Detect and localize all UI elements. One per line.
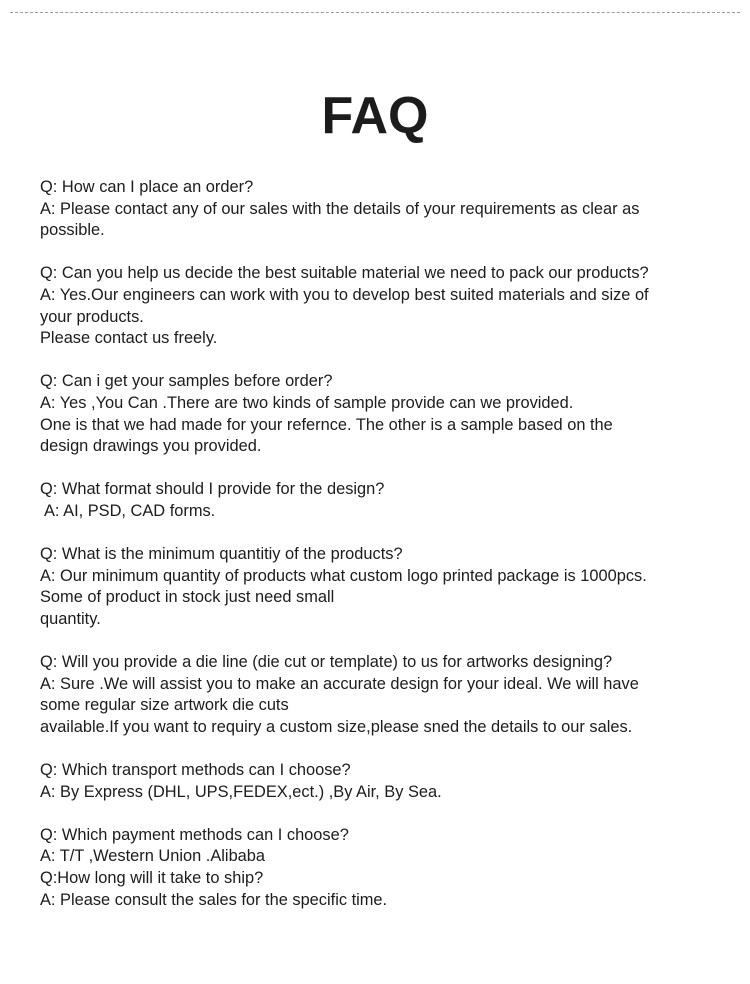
faq-question: Q: Will you provide a die line (die cut or template) to us for artworks designing?: [40, 653, 613, 672]
faq-answer-line: quantity.: [40, 609, 101, 628]
faq-question: Q: Can i get your samples before order?: [40, 372, 333, 391]
faq-answer-line: your products.: [40, 307, 144, 326]
faq-question: Q: What format should I provide for the design?: [40, 480, 385, 499]
faq-question: Q: Can you help us decide the best suitable material we need to pack our products?: [40, 264, 649, 283]
faq-question: Q: Which transport methods can I choose?: [40, 761, 351, 780]
faq-answer-line: design drawings you provided.: [40, 437, 262, 456]
faq-item-samples: [40, 371, 730, 457]
faq-answer-line: Some of product in stock just need small: [40, 588, 335, 607]
faq-answer-line: some regular size artwork die cuts: [40, 696, 289, 715]
faq-answer-line: A: AI, PSD, CAD forms.: [44, 501, 216, 520]
faq-answer-line: A: By Express (DHL, UPS,FEDEX,ect.) ,By Air, By Sea.: [40, 782, 442, 801]
faq-answer-line: One is that we had made for your refernce. The other is a sample based on the: [40, 415, 613, 434]
faq-item-payment-shipping: [40, 825, 730, 911]
faq-item-design-format: [40, 479, 730, 522]
faq-question: Q: Which payment methods can I choose?: [40, 825, 349, 844]
faq-answer-line: A: Our minimum quantity of products what custom logo printed package is 1000pcs.: [40, 566, 647, 585]
page-title: FAQ: [321, 87, 429, 145]
faq-answer-line: available.If you want to requiry a custom size,please sned the details to our sales.: [40, 717, 633, 736]
faq-answer-line: Please contact us freely.: [40, 329, 218, 348]
faq-question: Q:How long will it take to ship?: [40, 869, 264, 887]
faq-item-place-order: [40, 177, 730, 242]
faq-answer-line: possible.: [40, 221, 105, 240]
dashed-top-border: [10, 12, 740, 13]
faq-item-minimum-quantity: [40, 544, 730, 630]
faq-answer-line: A: Please consult the sales for the specific time.: [40, 890, 388, 909]
faq-answer-line: A: T/T ,Western Union .Alibaba: [40, 847, 266, 866]
faq-list: [40, 177, 730, 933]
faq-answer-line: A: Yes.Our engineers can work with you to develop best suited materials and size of: [40, 285, 649, 304]
faq-answer-line: A: Yes ,You Can .There are two kinds of sample provide can we provided.: [40, 393, 574, 412]
faq-answer-line: A: Please contact any of our sales with the details of your requirements as clear as: [40, 199, 640, 218]
faq-answer-line: A: Sure .We will assist you to make an accurate design for your ideal. We will have: [40, 674, 639, 693]
faq-item-die-line: [40, 652, 730, 738]
faq-item-transport: [40, 760, 730, 803]
faq-question: Q: What is the minimum quantitiy of the products?: [40, 545, 403, 564]
faq-question: Q: How can I place an order?: [40, 178, 254, 196]
faq-item-material: [40, 263, 730, 349]
